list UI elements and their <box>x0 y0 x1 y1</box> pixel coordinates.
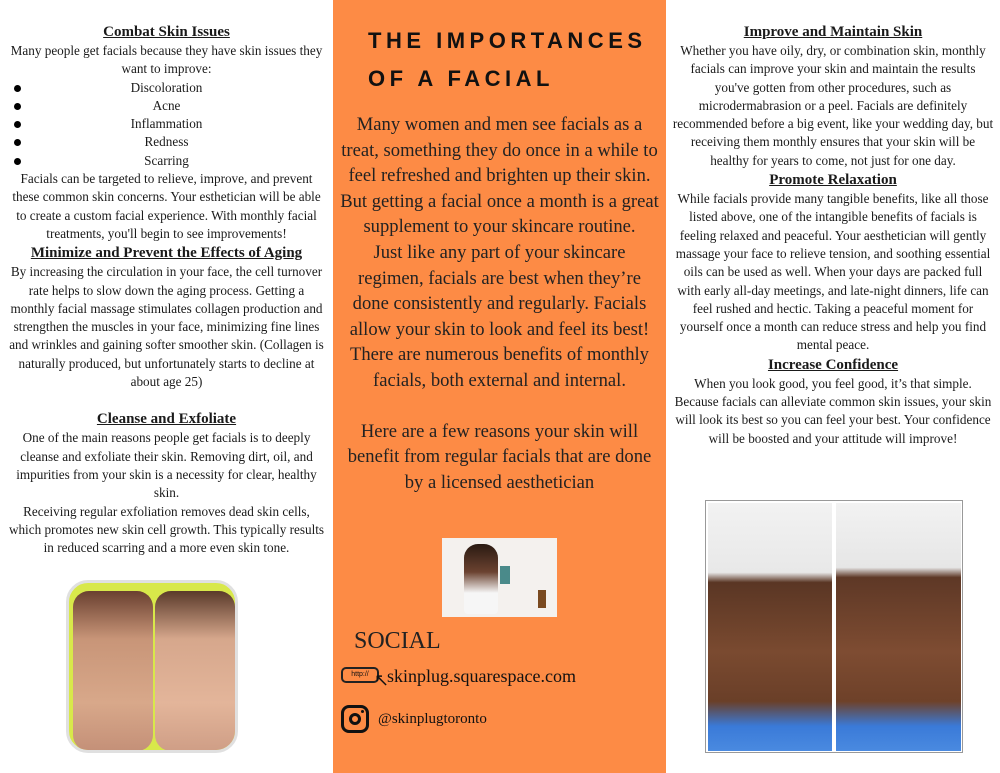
combat-intro: Many people get facials because they have skin issues they want to improve: <box>10 43 323 77</box>
heading-relaxation: Promote Relaxation <box>769 172 897 189</box>
combat-body: Facials can be targeted to relieve, improve, and prevent these common skin concerns. Your esthetician will be able to create a custom facial experience. With monthly facial treatments, you'll begin to see improvements! <box>12 171 321 241</box>
list-item: Redness <box>8 133 325 151</box>
intro-paragraph-2: Just like any part of your skincare regimen, facials are best when they’re done consistently and regularly. Facials allow your skin to look and feel its best! There are numerous benefits of monthly facials, both external and internal. <box>349 241 650 391</box>
before-after-photo-right <box>705 500 963 753</box>
title-line-1: THE IMPORTANCES <box>368 28 647 53</box>
title-line-2: OF A FACIAL <box>368 66 554 91</box>
skin-issues-list <box>8 79 325 170</box>
heading-confidence: Increase Confidence <box>767 356 899 373</box>
heading-improve: Improve and Maintain Skin <box>743 24 923 40</box>
instagram-icon <box>341 705 369 733</box>
social-heading: SOCIAL <box>354 628 441 654</box>
instagram-link[interactable] <box>341 705 487 733</box>
list-item: Discoloration <box>8 79 325 97</box>
web-link-icon: http:// ↖ <box>341 665 385 687</box>
confidence-body: When you look good, you feel good, it’s that simple. Because facials can alleviate common skin issues, your skin will look its best so you can feel your best. Your confidence will be boosted and your attitude will improve! <box>674 375 992 446</box>
list-item: Acne <box>8 97 325 115</box>
heading-cleanse: Cleanse and Exfoliate <box>96 411 237 428</box>
right-panel <box>666 0 1000 773</box>
middle-panel <box>333 0 666 773</box>
aesthetician-photo <box>442 538 557 617</box>
instagram-handle[interactable]: @skinplugtoronto <box>378 710 487 727</box>
list-item: Inflammation <box>8 115 325 133</box>
website-text[interactable]: skinplug.squarespace.com <box>387 665 576 686</box>
before-after-photo-left <box>66 580 238 753</box>
list-item: Scarring <box>8 152 325 170</box>
brochure-title <box>368 22 647 98</box>
intro-paragraph-1: Many women and men see facials as a treat, something they do once in a while to feel refreshed and brighten up their skin. But getting a facial once a month is a great supplement to your skincare routine. <box>340 114 659 238</box>
website-link[interactable] <box>341 665 576 690</box>
intro-paragraph-3: Here are a few reasons your skin will benefit from regular facials that are done by a licensed aesthetician <box>347 420 652 493</box>
http-label: http:// <box>341 667 379 683</box>
left-panel <box>0 0 333 773</box>
cleanse-body-2: Receiving regular exfoliation removes dead skin cells, which promotes new skin cell growth. This typically results in reduced scarring and a more even skin tone. <box>8 503 325 556</box>
intro-text <box>339 112 660 495</box>
heading-aging: Minimize and Prevent the Effects of Aging <box>30 245 303 262</box>
relax-body: While facials provide many tangible benefits, like all those listed above, one of the intangible benefits of facials is feeling relaxed and peaceful. Your aesthetician will gently massage your face to relieve tension, and soothing essential oils can be used as well. When your days are packed full with early all-day meetings, and late-night dinners, life can feel rushed and hectic. Taking a peaceful moment for yourself once a month can reduce stress and help you find mental peace. <box>675 191 991 353</box>
heading-combat-skin-issues: Combat Skin Issues <box>103 24 230 40</box>
aging-body: By increasing the circulation in your face, the cell turnover rate helps to slow down the aging process. Getting a monthly facial massage stimulates collagen production and strengthen the muscles in your face, minimizing fine lines and wrinkles and gaining softer smoother skin. (Collagen is naturally produced, but unfortunately starts to decline at about age 25) <box>9 264 324 390</box>
cleanse-body-1: One of the main reasons people get facials is to deeply cleanse and exfoliate their skin. Removing dirt, oil, and impurities from your skin is a necessity for clear, healthy skin. <box>16 430 317 501</box>
improve-body: Whether you have oily, dry, or combination skin, monthly facials can improve your skin and maintain the results you've gotten from other procedures, such as microdermabrasion or a peel. Facials are definitely recommended before a big event, like your wedding day, but receiving them monthly ensures that your skin will be healthy for years to come, not just for one day. <box>672 43 994 168</box>
